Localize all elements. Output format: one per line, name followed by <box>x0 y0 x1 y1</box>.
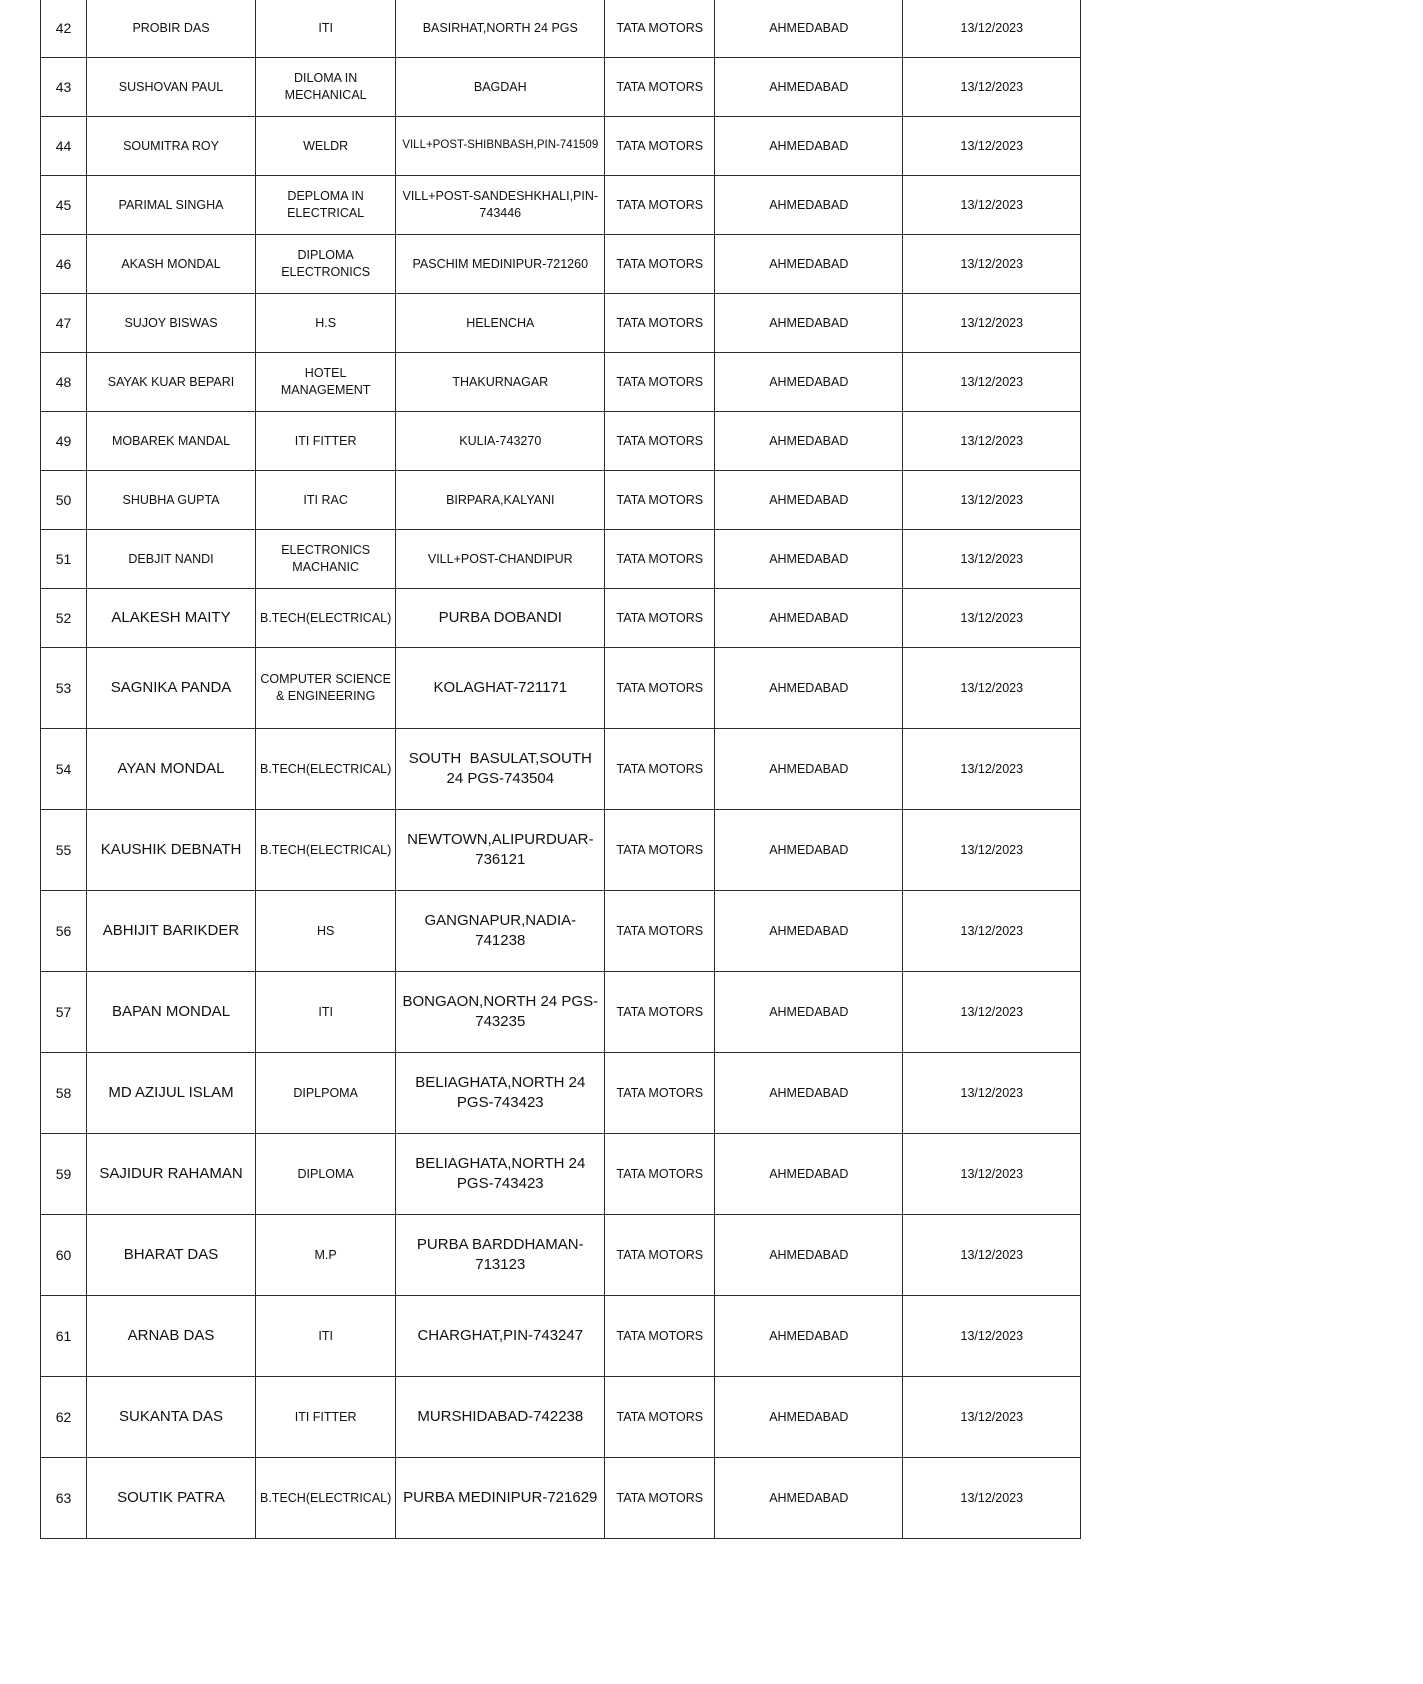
date-cell: 13/12/2023 <box>903 471 1081 530</box>
company-cell: TATA MOTORS <box>605 1377 715 1458</box>
date-cell: 13/12/2023 <box>903 648 1081 729</box>
serial-number-cell: 59 <box>41 1134 87 1215</box>
address-cell: BELIAGHATA,NORTH 24 PGS-743423 <box>396 1134 605 1215</box>
address-cell: BONGAON,NORTH 24 PGS-743235 <box>396 972 605 1053</box>
table-row <box>41 235 1081 294</box>
location-cell: AHMEDABAD <box>715 353 903 412</box>
serial-number-cell: 48 <box>41 353 87 412</box>
name-cell: BHARAT DAS <box>87 1215 256 1296</box>
location-cell: AHMEDABAD <box>715 117 903 176</box>
table-body <box>41 0 1081 1539</box>
company-cell: TATA MOTORS <box>605 729 715 810</box>
serial-number-cell: 60 <box>41 1215 87 1296</box>
name-cell: SOUMITRA ROY <box>87 117 256 176</box>
date-cell: 13/12/2023 <box>903 1458 1081 1539</box>
date-cell: 13/12/2023 <box>903 1134 1081 1215</box>
table-row <box>41 176 1081 235</box>
name-cell: SUSHOVAN PAUL <box>87 58 256 117</box>
qualification-cell: ITI FITTER <box>256 412 396 471</box>
location-cell: AHMEDABAD <box>715 471 903 530</box>
serial-number-cell: 55 <box>41 810 87 891</box>
name-cell: SAGNIKA PANDA <box>87 648 256 729</box>
location-cell: AHMEDABAD <box>715 294 903 353</box>
location-cell: AHMEDABAD <box>715 1458 903 1539</box>
company-cell: TATA MOTORS <box>605 235 715 294</box>
location-cell: AHMEDABAD <box>715 1134 903 1215</box>
table-row <box>41 648 1081 729</box>
serial-number-cell: 42 <box>41 0 87 58</box>
name-cell: SAJIDUR RAHAMAN <box>87 1134 256 1215</box>
company-cell: TATA MOTORS <box>605 353 715 412</box>
date-cell: 13/12/2023 <box>903 972 1081 1053</box>
serial-number-cell: 56 <box>41 891 87 972</box>
company-cell: TATA MOTORS <box>605 589 715 648</box>
name-cell: MD AZIJUL ISLAM <box>87 1053 256 1134</box>
serial-number-cell: 44 <box>41 117 87 176</box>
qualification-cell: WELDR <box>256 117 396 176</box>
table-row <box>41 294 1081 353</box>
date-cell: 13/12/2023 <box>903 294 1081 353</box>
address-cell: BAGDAH <box>396 58 605 117</box>
table-row <box>41 1215 1081 1296</box>
date-cell: 13/12/2023 <box>903 589 1081 648</box>
address-cell: VILL+POST-SHIBNBASH,PIN-741509 <box>396 117 605 176</box>
address-cell: BELIAGHATA,NORTH 24 PGS-743423 <box>396 1053 605 1134</box>
date-cell: 13/12/2023 <box>903 1215 1081 1296</box>
location-cell: AHMEDABAD <box>715 1215 903 1296</box>
name-cell: ALAKESH MAITY <box>87 589 256 648</box>
serial-number-cell: 47 <box>41 294 87 353</box>
qualification-cell: COMPUTER SCIENCE & ENGINEERING <box>256 648 396 729</box>
table-row <box>41 810 1081 891</box>
name-cell: DEBJIT NANDI <box>87 530 256 589</box>
table-row <box>41 891 1081 972</box>
name-cell: AYAN MONDAL <box>87 729 256 810</box>
location-cell: AHMEDABAD <box>715 589 903 648</box>
serial-number-cell: 54 <box>41 729 87 810</box>
qualification-cell: ITI <box>256 0 396 58</box>
serial-number-cell: 58 <box>41 1053 87 1134</box>
address-cell: GANGNAPUR,NADIA-741238 <box>396 891 605 972</box>
qualification-cell: ITI FITTER <box>256 1377 396 1458</box>
qualification-cell: B.TECH(ELECTRICAL) <box>256 1458 396 1539</box>
address-cell: HELENCHA <box>396 294 605 353</box>
qualification-cell: B.TECH(ELECTRICAL) <box>256 810 396 891</box>
company-cell: TATA MOTORS <box>605 294 715 353</box>
table-row <box>41 530 1081 589</box>
date-cell: 13/12/2023 <box>903 891 1081 972</box>
name-cell: SUKANTA DAS <box>87 1377 256 1458</box>
name-cell: KAUSHIK DEBNATH <box>87 810 256 891</box>
address-cell: PURBA DOBANDI <box>396 589 605 648</box>
qualification-cell: DILOMA IN MECHANICAL <box>256 58 396 117</box>
qualification-cell: HOTEL MANAGEMENT <box>256 353 396 412</box>
location-cell: AHMEDABAD <box>715 235 903 294</box>
table-row <box>41 589 1081 648</box>
table-row <box>41 1458 1081 1539</box>
serial-number-cell: 52 <box>41 589 87 648</box>
table-row <box>41 1296 1081 1377</box>
name-cell: PARIMAL SINGHA <box>87 176 256 235</box>
company-cell: TATA MOTORS <box>605 810 715 891</box>
serial-number-cell: 63 <box>41 1458 87 1539</box>
company-cell: TATA MOTORS <box>605 648 715 729</box>
location-cell: AHMEDABAD <box>715 729 903 810</box>
serial-number-cell: 62 <box>41 1377 87 1458</box>
location-cell: AHMEDABAD <box>715 412 903 471</box>
company-cell: TATA MOTORS <box>605 117 715 176</box>
table-row <box>41 117 1081 176</box>
date-cell: 13/12/2023 <box>903 530 1081 589</box>
address-cell: SOUTH BASULAT,SOUTH 24 PGS-743504 <box>396 729 605 810</box>
serial-number-cell: 57 <box>41 972 87 1053</box>
name-cell: ARNAB DAS <box>87 1296 256 1377</box>
date-cell: 13/12/2023 <box>903 412 1081 471</box>
candidate-table <box>40 0 1081 1539</box>
serial-number-cell: 50 <box>41 471 87 530</box>
name-cell: SUJOY BISWAS <box>87 294 256 353</box>
location-cell: AHMEDABAD <box>715 1296 903 1377</box>
serial-number-cell: 61 <box>41 1296 87 1377</box>
table-row <box>41 972 1081 1053</box>
table-row <box>41 58 1081 117</box>
address-cell: MURSHIDABAD-742238 <box>396 1377 605 1458</box>
table-row <box>41 1053 1081 1134</box>
serial-number-cell: 43 <box>41 58 87 117</box>
location-cell: AHMEDABAD <box>715 810 903 891</box>
address-cell: BIRPARA,KALYANI <box>396 471 605 530</box>
date-cell: 13/12/2023 <box>903 1377 1081 1458</box>
qualification-cell: HS <box>256 891 396 972</box>
location-cell: AHMEDABAD <box>715 530 903 589</box>
address-cell: KULIA-743270 <box>396 412 605 471</box>
date-cell: 13/12/2023 <box>903 176 1081 235</box>
date-cell: 13/12/2023 <box>903 1296 1081 1377</box>
name-cell: SHUBHA GUPTA <box>87 471 256 530</box>
qualification-cell: ITI RAC <box>256 471 396 530</box>
date-cell: 13/12/2023 <box>903 117 1081 176</box>
name-cell: AKASH MONDAL <box>87 235 256 294</box>
address-cell: CHARGHAT,PIN-743247 <box>396 1296 605 1377</box>
company-cell: TATA MOTORS <box>605 176 715 235</box>
date-cell: 13/12/2023 <box>903 1053 1081 1134</box>
table-row <box>41 1377 1081 1458</box>
date-cell: 13/12/2023 <box>903 235 1081 294</box>
qualification-cell: DIPLOMA <box>256 1134 396 1215</box>
company-cell: TATA MOTORS <box>605 891 715 972</box>
location-cell: AHMEDABAD <box>715 648 903 729</box>
company-cell: TATA MOTORS <box>605 471 715 530</box>
location-cell: AHMEDABAD <box>715 176 903 235</box>
company-cell: TATA MOTORS <box>605 0 715 58</box>
address-cell: PURBA BARDDHAMAN-713123 <box>396 1215 605 1296</box>
address-cell: VILL+POST-CHANDIPUR <box>396 530 605 589</box>
serial-number-cell: 46 <box>41 235 87 294</box>
table-row <box>41 412 1081 471</box>
location-cell: AHMEDABAD <box>715 0 903 58</box>
table-row <box>41 353 1081 412</box>
serial-number-cell: 51 <box>41 530 87 589</box>
qualification-cell: DEPLOMA IN ELECTRICAL <box>256 176 396 235</box>
address-cell: PURBA MEDINIPUR-721629 <box>396 1458 605 1539</box>
qualification-cell: B.TECH(ELECTRICAL) <box>256 729 396 810</box>
location-cell: AHMEDABAD <box>715 1053 903 1134</box>
table-row <box>41 471 1081 530</box>
company-cell: TATA MOTORS <box>605 530 715 589</box>
serial-number-cell: 45 <box>41 176 87 235</box>
qualification-cell: ITI <box>256 972 396 1053</box>
address-cell: BASIRHAT,NORTH 24 PGS <box>396 0 605 58</box>
address-cell: PASCHIM MEDINIPUR-721260 <box>396 235 605 294</box>
name-cell: PROBIR DAS <box>87 0 256 58</box>
company-cell: TATA MOTORS <box>605 412 715 471</box>
date-cell: 13/12/2023 <box>903 729 1081 810</box>
address-cell: NEWTOWN,ALIPURDUAR-736121 <box>396 810 605 891</box>
qualification-cell: B.TECH(ELECTRICAL) <box>256 589 396 648</box>
company-cell: TATA MOTORS <box>605 1296 715 1377</box>
date-cell: 13/12/2023 <box>903 58 1081 117</box>
company-cell: TATA MOTORS <box>605 58 715 117</box>
location-cell: AHMEDABAD <box>715 58 903 117</box>
name-cell: BAPAN MONDAL <box>87 972 256 1053</box>
table-row <box>41 1134 1081 1215</box>
company-cell: TATA MOTORS <box>605 1134 715 1215</box>
name-cell: MOBAREK MANDAL <box>87 412 256 471</box>
address-cell: THAKURNAGAR <box>396 353 605 412</box>
name-cell: SAYAK KUAR BEPARI <box>87 353 256 412</box>
address-cell: KOLAGHAT-721171 <box>396 648 605 729</box>
date-cell: 13/12/2023 <box>903 353 1081 412</box>
location-cell: AHMEDABAD <box>715 891 903 972</box>
qualification-cell: DIPLOMA ELECTRONICS <box>256 235 396 294</box>
location-cell: AHMEDABAD <box>715 1377 903 1458</box>
company-cell: TATA MOTORS <box>605 1458 715 1539</box>
company-cell: TATA MOTORS <box>605 972 715 1053</box>
qualification-cell: DIPLPOMA <box>256 1053 396 1134</box>
serial-number-cell: 53 <box>41 648 87 729</box>
name-cell: ABHIJIT BARIKDER <box>87 891 256 972</box>
qualification-cell: ITI <box>256 1296 396 1377</box>
location-cell: AHMEDABAD <box>715 972 903 1053</box>
table-row <box>41 729 1081 810</box>
table-row <box>41 0 1081 58</box>
qualification-cell: H.S <box>256 294 396 353</box>
name-cell: SOUTIK PATRA <box>87 1458 256 1539</box>
address-cell: VILL+POST-SANDESHKHALI,PIN-743446 <box>396 176 605 235</box>
company-cell: TATA MOTORS <box>605 1215 715 1296</box>
date-cell: 13/12/2023 <box>903 810 1081 891</box>
date-cell: 13/12/2023 <box>903 0 1081 58</box>
qualification-cell: ELECTRONICS MACHANIC <box>256 530 396 589</box>
company-cell: TATA MOTORS <box>605 1053 715 1134</box>
serial-number-cell: 49 <box>41 412 87 471</box>
qualification-cell: M.P <box>256 1215 396 1296</box>
